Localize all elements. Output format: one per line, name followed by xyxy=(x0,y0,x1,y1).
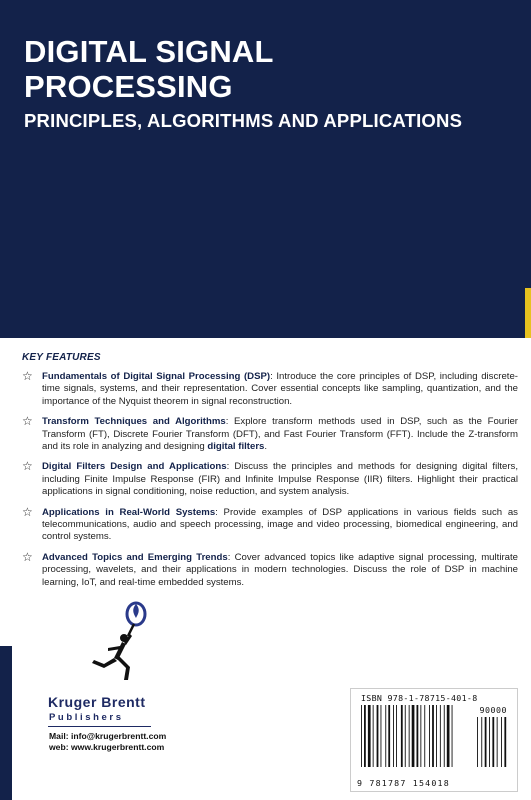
publisher-name: Kruger Brentt xyxy=(48,694,146,710)
feature-text: : Cover advanced topics like adaptive signal processing, multirate processing, wavelets, and their applications in modern technologies. Discuss the role of DSP in machine learning, IoT, and real-time embedded systems. xyxy=(42,551,518,588)
feature-item xyxy=(22,504,518,544)
book-title-line-2: PROCESSING xyxy=(24,69,233,104)
feature-text: : Provide examples of DSP applications in various fields such as telecommunications, audio and speech processing, image and video processing, biomedical engineering, and control systems. xyxy=(42,506,518,543)
feature-item xyxy=(22,371,518,408)
star-icon: ☆ xyxy=(22,459,33,474)
feature-item xyxy=(22,461,518,498)
feature-name: Applications in Real-World Systems xyxy=(42,506,216,518)
publisher-mail: Mail: info@krugerbrentt.com xyxy=(49,731,167,741)
feature-text: : Discuss the principles and methods for designing digital filters, including Finite Impulse Response (FIR) and Infinite Impulse Response (IIR) filters. Highlight their practical applications in signal conditioning, noise reduction, and system analysis. xyxy=(42,461,518,498)
feature-tail: . xyxy=(264,441,268,453)
runner-with-torch-icon xyxy=(84,600,154,690)
feature-name: Digital Filters Design and Applications xyxy=(42,461,227,473)
star-icon: ☆ xyxy=(22,549,33,564)
star-icon: ☆ xyxy=(22,369,33,383)
isbn-text: ISBN 978-1-78715-401-8 xyxy=(361,693,478,703)
key-features-heading: KEY FEATURES xyxy=(22,352,101,363)
barcode-box xyxy=(350,688,518,792)
left-accent-strip xyxy=(0,646,12,800)
feature-name: Fundamentals of Digital Signal Processing (DSP) xyxy=(42,371,271,382)
feature-item xyxy=(22,416,518,453)
barcode-addon: 90000 xyxy=(479,705,507,715)
star-icon: ☆ xyxy=(22,414,33,429)
book-title xyxy=(24,34,274,104)
feature-emphasis: digital filters xyxy=(207,441,265,453)
feature-name: Transform Techniques and Algorithms xyxy=(42,416,226,428)
publisher-divider xyxy=(48,726,151,727)
key-features-list xyxy=(22,371,518,597)
feature-name: Advanced Topics and Emerging Trends xyxy=(42,551,228,563)
ean-number: 9 781787 154018 xyxy=(357,778,450,788)
feature-text: : Explore transform methods used in DSP, such as the Fourier Transform (FT), Discrete Fourier Transform (DFT), and Fast Fourier Transform (FFT). Include the Z-transform and its role in analyzing and designing xyxy=(42,416,518,453)
feature-text: : Introduce the core principles of DSP, including discrete-time signals, systems, and their representation. Cover essential concepts like sampling, quantization, and the importance of the Nyquist theorem in signal reconstruction. xyxy=(42,371,518,407)
book-title-line-1: DIGITAL SIGNAL xyxy=(24,34,274,69)
accent-bar xyxy=(525,288,531,338)
book-subtitle: PRINCIPLES, ALGORITHMS AND APPLICATIONS xyxy=(24,110,463,131)
publisher-sub: Publishers xyxy=(49,712,124,723)
publisher-web: web: www.krugerbrentt.com xyxy=(49,742,165,752)
feature-item xyxy=(22,549,518,589)
star-icon: ☆ xyxy=(22,504,33,519)
